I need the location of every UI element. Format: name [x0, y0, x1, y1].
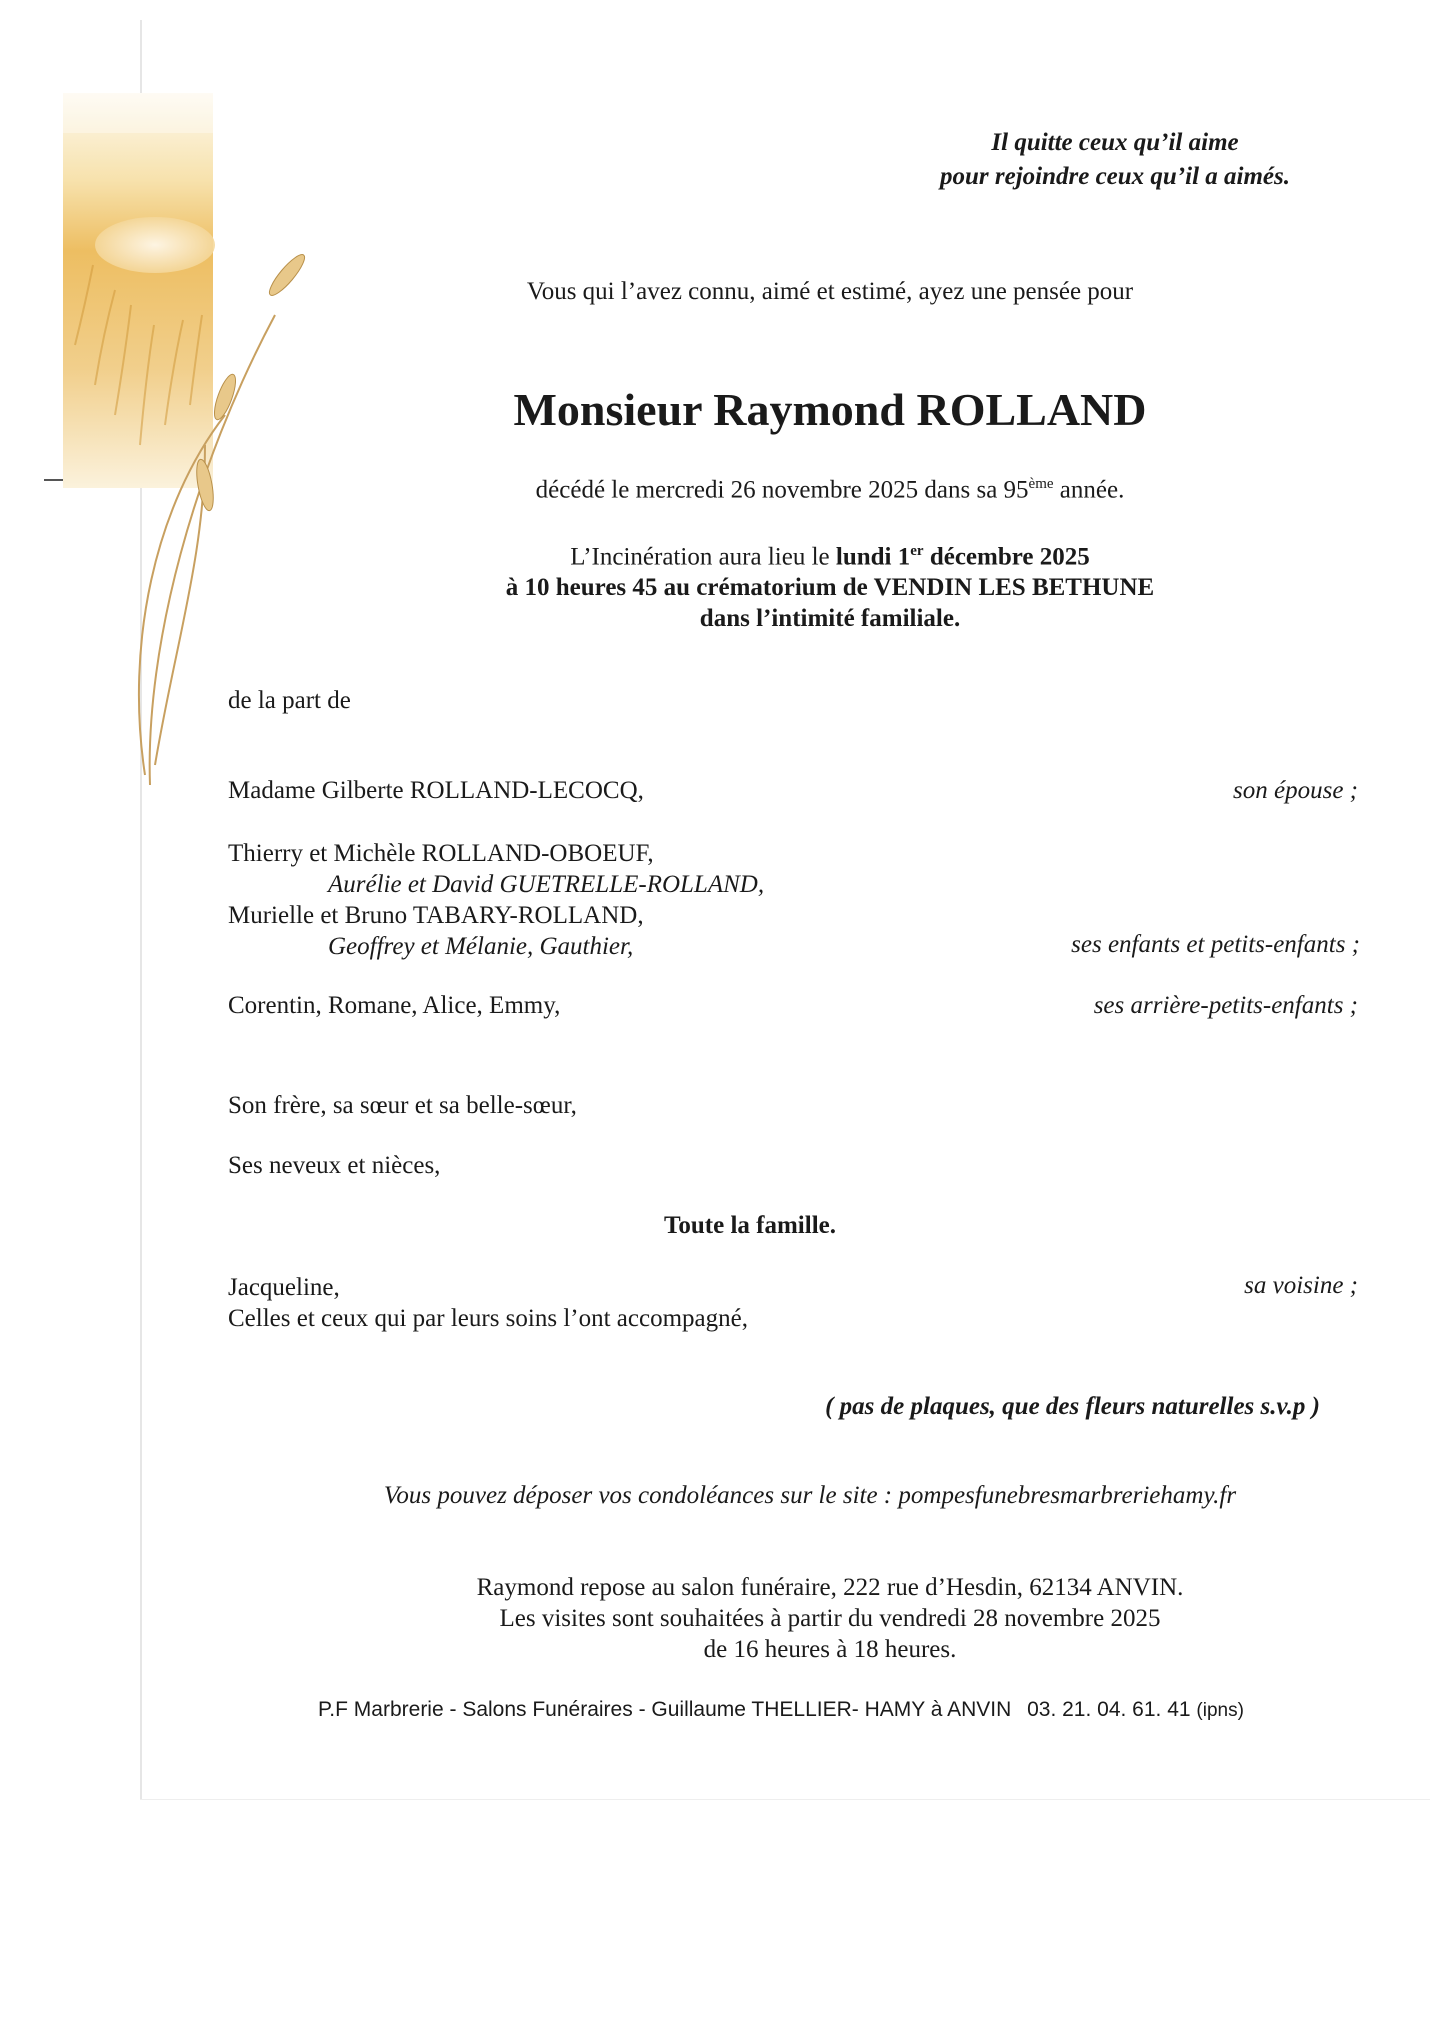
ceremony-month: décembre 2025	[923, 543, 1090, 571]
ceremony-line-1	[400, 536, 1260, 572]
grandchildren-couple-1: Aurélie et David GUETRELLE-ROLLAND,	[328, 871, 765, 898]
child-couple-1: Thierry et Michèle ROLLAND-OBOEUF,	[228, 840, 654, 867]
death-text-end: année.	[1053, 476, 1125, 504]
death-ordinal: ème	[1028, 476, 1054, 492]
phone-number: 03. 21. 04. 61. 41	[1027, 1698, 1191, 1721]
wheat-panel	[63, 93, 215, 488]
visit-line-2: Les visites sont souhaitées à partir du vendredi 28 novembre 2025	[499, 1605, 1161, 1632]
condolences-line: Vous pouvez déposer vos condoléances sur le site : pompesfunebresmarbreriehamy.fr	[383, 1482, 1237, 1509]
epigraph-line-2: pour rejoindre ceux qu’il a aimés.	[939, 163, 1290, 190]
ceremony-line-3: dans l’intimité familiale.	[699, 605, 961, 633]
funeral-home-footer	[318, 1698, 1348, 1722]
great-grandchildren-relation: ses arrière-petits-enfants ;	[1093, 992, 1358, 1019]
intro-text: Vous qui l’avez connu, aimé et estimé, ayez une pensée pour	[526, 278, 1134, 305]
company-name: P.F Marbrerie - Salons Funéraires - Guillaume THELLIER- HAMY à ANVIN	[318, 1698, 1012, 1721]
bottom-border-line	[140, 1799, 1430, 1800]
neighbor-block	[228, 1272, 748, 1334]
caregivers-line: Celles et ceux qui par leurs soins l’ont accompagné,	[228, 1305, 748, 1332]
children-relation: ses enfants et petits-enfants ;	[1071, 931, 1360, 958]
ceremony-line-2: à 10 heures 45 au crématorium de VENDIN LES BETHUNE	[505, 574, 1155, 602]
spouse-name: Madame Gilberte ROLLAND-LECOCQ,	[228, 777, 644, 804]
nephews-line: Ses neveux et nièces,	[228, 1152, 441, 1179]
footer-suffix: (ipns)	[1196, 1700, 1244, 1721]
wheat-field-illustration	[55, 85, 355, 785]
children-list	[228, 838, 764, 962]
grandchildren-2: Geoffrey et Mélanie, Gauthier,	[328, 933, 634, 960]
from-label: de la part de	[228, 687, 351, 714]
visit-line-3: de 16 heures à 18 heures.	[703, 1636, 957, 1663]
deceased-name: Monsieur Raymond ROLLAND	[513, 384, 1147, 435]
great-grandchildren-names: Corentin, Romane, Alice, Emmy,	[228, 992, 561, 1019]
ceremony-day: lundi 1	[835, 543, 911, 571]
child-couple-2: Murielle et Bruno TABARY-ROLLAND,	[228, 902, 644, 929]
whole-family-line: Toute la famille.	[664, 1212, 836, 1239]
visit-info	[380, 1572, 1280, 1665]
ceremony-details	[400, 536, 1260, 634]
ceremony-ordinal: er	[910, 543, 924, 559]
epigraph-line-1: Il quitte ceux qu’il aime	[991, 129, 1239, 156]
ceremony-intro: L’Incinération aura lieu le	[570, 543, 836, 571]
flowers-note: ( pas de plaques, que des fleurs naturelles s.v.p )	[825, 1393, 1320, 1420]
neighbor-name: Jacqueline,	[228, 1274, 340, 1301]
death-text: décédé le mercredi 26 novembre 2025 dans sa 95	[535, 476, 1029, 504]
epigraph	[880, 126, 1350, 194]
spouse-relation: son épouse ;	[1233, 777, 1358, 804]
neighbor-relation: sa voisine ;	[1244, 1272, 1358, 1299]
visit-line-1: Raymond repose au salon funéraire, 222 rue d’Hesdin, 62134 ANVIN.	[476, 1574, 1184, 1601]
siblings-line: Son frère, sa sœur et sa belle-sœur,	[228, 1092, 577, 1119]
death-notice	[430, 476, 1230, 504]
